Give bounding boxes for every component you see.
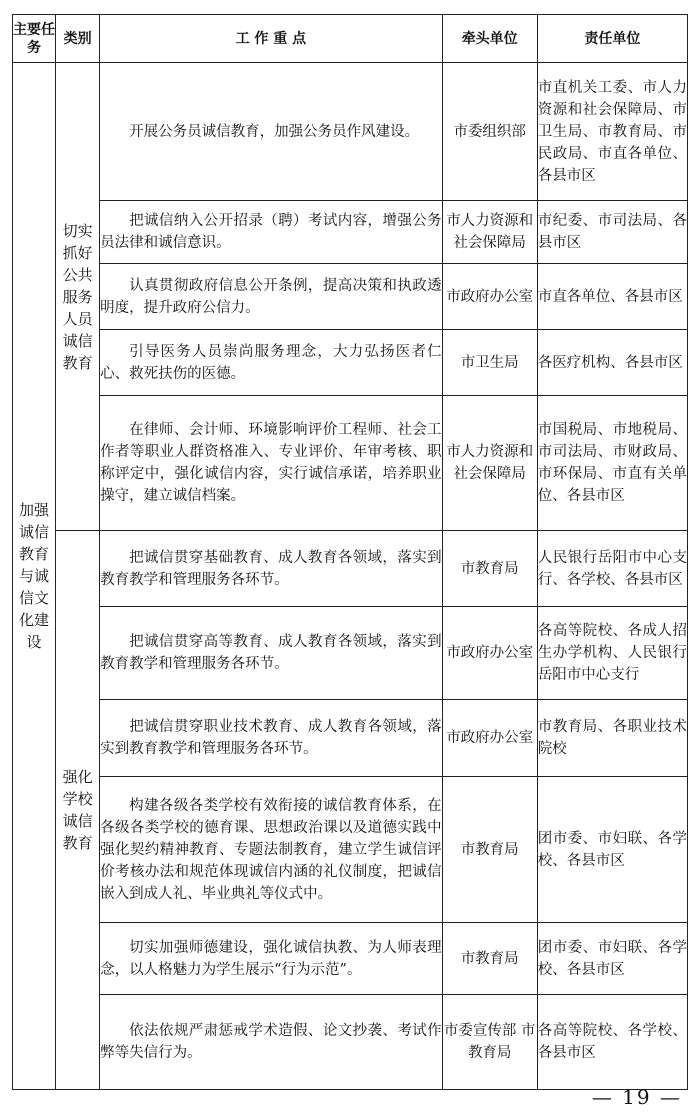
work-cell: 把诚信贯穿高等教育、成人教育各领域，落实到教育教学和管理服务各环节。 <box>100 607 443 700</box>
resp-cell: 市教育局、各职业技术院校 <box>537 700 687 777</box>
table-row <box>13 264 688 330</box>
resp-cell: 各医疗机构、各县市区 <box>537 330 687 396</box>
lead-cell: 市委组织部 <box>442 63 537 201</box>
work-cell: 在律师、会计师、环境影响评价工程师、社会工作者等职业人群资格准入、专业评价、年审考核、职称评定中，强化诚信内容，实行诚信承诺，培养职业操守，建立诚信档案。 <box>100 396 443 531</box>
header-work: 工 作 重 点 <box>100 15 443 63</box>
resp-cell: 市直机关工委、市人力资源和社会保障局、市卫生局、市教育局、市民政局、市直各单位、各县市区 <box>537 63 687 201</box>
table-row <box>13 777 688 923</box>
resp-cell: 人民银行岳阳市中心支行、各学校、各县市区 <box>537 531 687 607</box>
work-cell: 把诚信贯穿职业技术教育、成人教育各领域，落实到教育教学和管理服务各环节。 <box>100 700 443 777</box>
header-resp: 责任单位 <box>537 15 687 63</box>
resp-cell: 市直各单位、各县市区 <box>537 264 687 330</box>
work-cell: 把诚信纳入公开招录（聘）考试内容，增强公务员法律和诚信意识。 <box>100 201 443 264</box>
lead-cell: 市教育局 <box>442 777 537 923</box>
main-task-cell: 加强诚信教育与诚信文化建设 <box>13 63 56 1090</box>
header-lead: 牵头单位 <box>442 15 537 63</box>
lead-cell: 市政府办公室 <box>442 700 537 777</box>
header-task: 主要任务 <box>13 15 56 63</box>
work-cell: 把诚信贯穿基础教育、成人教育各领域，落实到教育教学和管理服务各环节。 <box>100 531 443 607</box>
header-category: 类别 <box>56 15 100 63</box>
category-cell: 强化学校诚信教育 <box>56 531 100 1090</box>
lead-cell: 市政府办公室 <box>442 264 537 330</box>
table-row <box>13 63 688 201</box>
resp-cell: 各高等院校、各学校、各县市区 <box>537 995 687 1090</box>
table-row <box>13 995 688 1090</box>
work-cell: 切实加强师德建设，强化诚信执教、为人师表理念，以人格魅力为学生展示“行为示范”。 <box>100 923 443 995</box>
category-cell: 切实抓好公共服务人员诚信教育 <box>56 63 100 531</box>
table-row <box>13 607 688 700</box>
table-row <box>13 700 688 777</box>
resp-cell: 市国税局、市地税局、市司法局、市财政局、市环保局、市直有关单位、各县市区 <box>537 396 687 531</box>
lead-cell: 市教育局 <box>442 923 537 995</box>
resp-cell: 市纪委、市司法局、各县市区 <box>537 201 687 264</box>
table-row <box>13 923 688 995</box>
work-cell: 开展公务员诚信教育，加强公务员作风建设。 <box>100 63 443 201</box>
resp-cell: 团市委、市妇联、各学校、各县市区 <box>537 777 687 923</box>
header-row <box>13 15 688 63</box>
lead-cell: 市教育局 <box>442 531 537 607</box>
lead-cell: 市政府办公室 <box>442 607 537 700</box>
work-cell: 引导医务人员崇尚服务理念，大力弘扬医者仁心、救死扶伤的医德。 <box>100 330 443 396</box>
work-cell: 认真贯彻政府信息公开条例，提高决策和执政透明度，提升政府公信力。 <box>100 264 443 330</box>
page-number: — 19 — <box>591 1085 682 1109</box>
resp-cell: 各高等院校、各成人招生办学机构、人民银行岳阳市中心支行 <box>537 607 687 700</box>
work-cell: 构建各级各类学校有效衔接的诚信教育体系，在各级各类学校的德育课、思想政治课以及道德实践中强化契约精神教育、专题法制教育，建立学生诚信评价考核办法和规范体现诚信内涵的礼仪制度，把诚信嵌入到成人礼、毕业典礼等仪式中。 <box>100 777 443 923</box>
lead-cell: 市卫生局 <box>442 330 537 396</box>
table-row <box>13 201 688 264</box>
table-row <box>13 396 688 531</box>
table-row <box>13 531 688 607</box>
lead-cell: 市人力资源和社会保障局 <box>442 396 537 531</box>
resp-cell: 团市委、市妇联、各学校、各县市区 <box>537 923 687 995</box>
task-table <box>12 14 688 1090</box>
lead-cell: 市人力资源和社会保障局 <box>442 201 537 264</box>
table-row <box>13 330 688 396</box>
lead-cell: 市委宣传部 市教育局 <box>442 995 537 1090</box>
work-cell: 依法依规严肃惩戒学术造假、论文抄袭、考试作弊等失信行为。 <box>100 995 443 1090</box>
